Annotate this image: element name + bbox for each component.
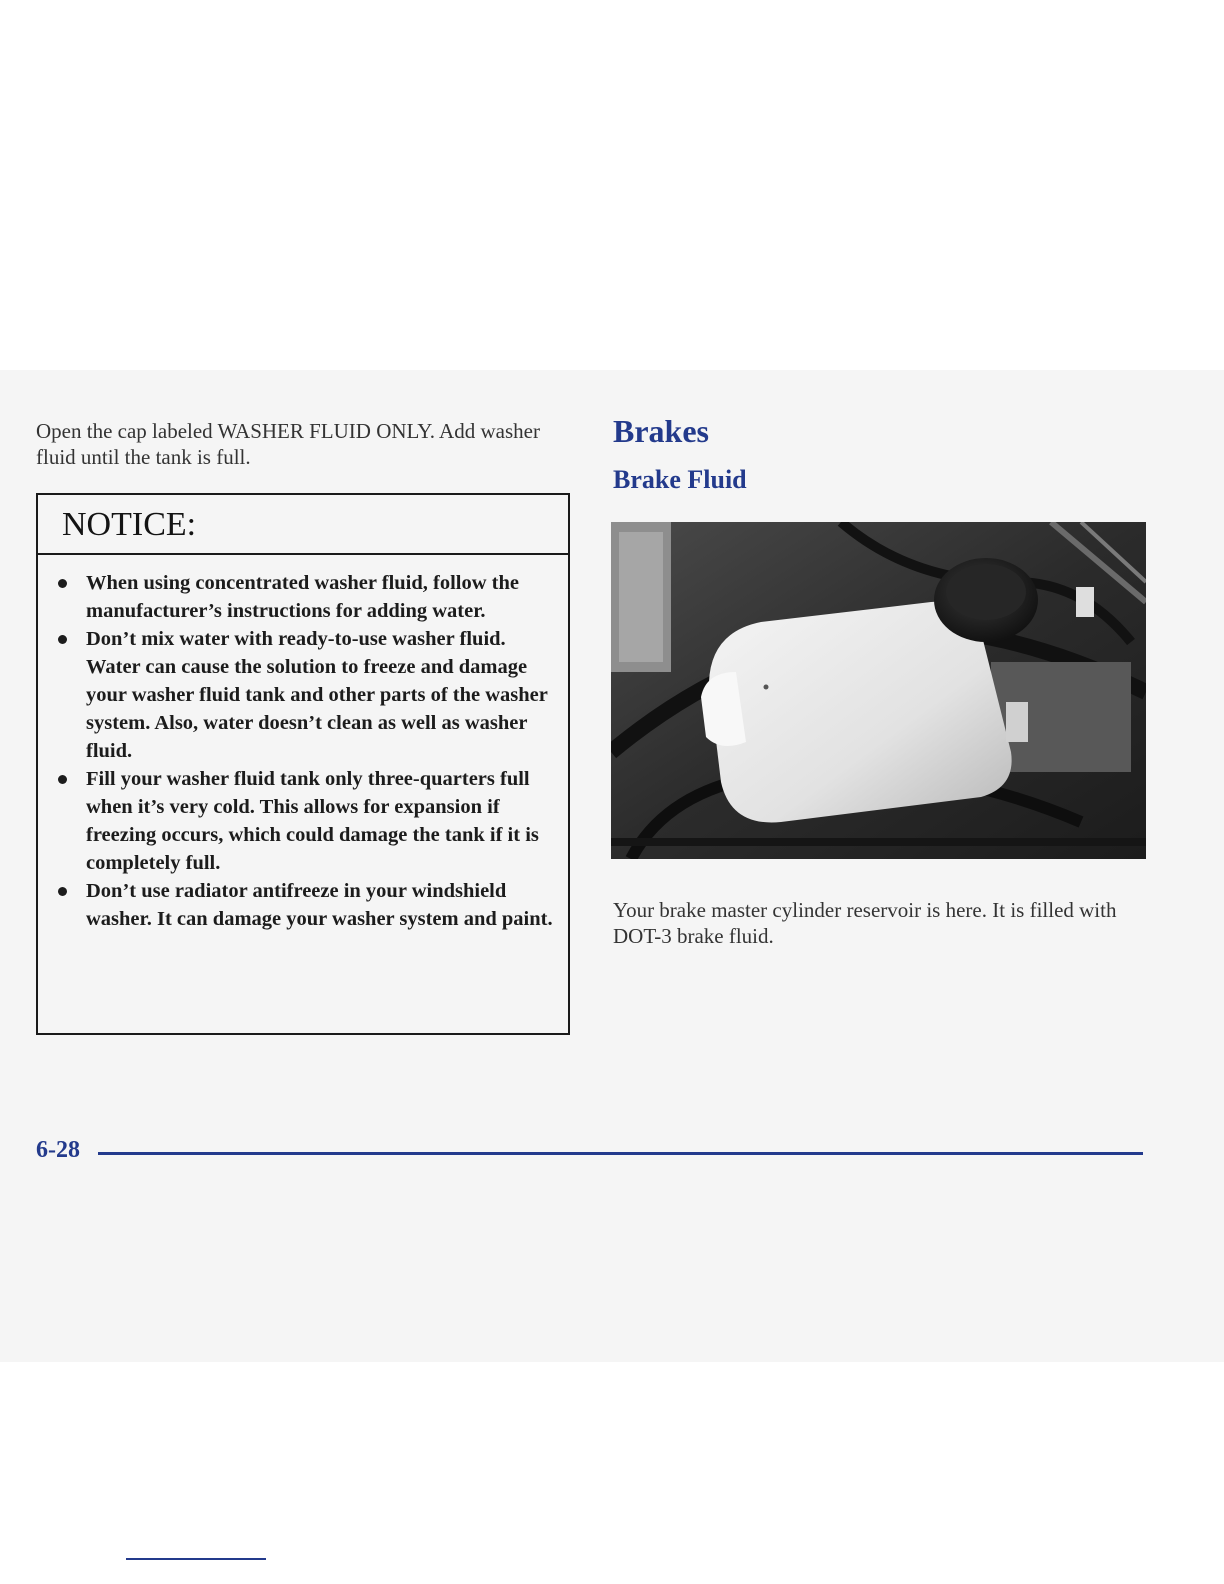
notice-item-text: Don’t mix water with ready-to-use washer fluid. Water can cause the solution to freeze and damage your washer fluid tank and other parts of the washer system. Also, water doesn’t clean as well as washer fluid. xyxy=(86,628,548,762)
brake-reservoir-photo xyxy=(611,522,1146,859)
notice-item xyxy=(86,625,556,765)
notice-item xyxy=(86,569,556,625)
photo-caption: Your brake master cylinder reservoir is here. It is filled with DOT-3 brake fluid. xyxy=(613,898,1117,948)
section-title: Brakes xyxy=(613,413,709,449)
bullet-icon xyxy=(58,775,67,784)
notice-list xyxy=(38,555,568,933)
notice-item-text: Don’t use radiator antifreeze in your windshield washer. It can damage your washer system and paint. xyxy=(86,880,553,930)
bullet-icon xyxy=(58,887,67,896)
notice-title: NOTICE: xyxy=(38,495,568,555)
notice-box xyxy=(36,493,570,1035)
footer-rule xyxy=(98,1152,1143,1155)
page-number: 6-28 xyxy=(36,1137,80,1163)
bottom-rule xyxy=(126,1558,266,1560)
intro-paragraph: Open the cap labeled WASHER FLUID ONLY. Add washer fluid until the tank is full. xyxy=(36,419,540,469)
bullet-icon xyxy=(58,635,67,644)
subsection-title: Brake Fluid xyxy=(613,465,747,494)
notice-item-text: When using concentrated washer fluid, follow the manufacturer’s instructions for adding water. xyxy=(86,572,519,622)
bullet-icon xyxy=(58,579,67,588)
notice-item xyxy=(86,765,556,877)
notice-item-text: Fill your washer fluid tank only three-quarters full when it’s very cold. This allows for expansion if freezing occurs, which could damage the tank if it is completely full. xyxy=(86,768,539,874)
notice-item xyxy=(86,877,556,933)
brake-reservoir-illustration xyxy=(611,522,1146,859)
